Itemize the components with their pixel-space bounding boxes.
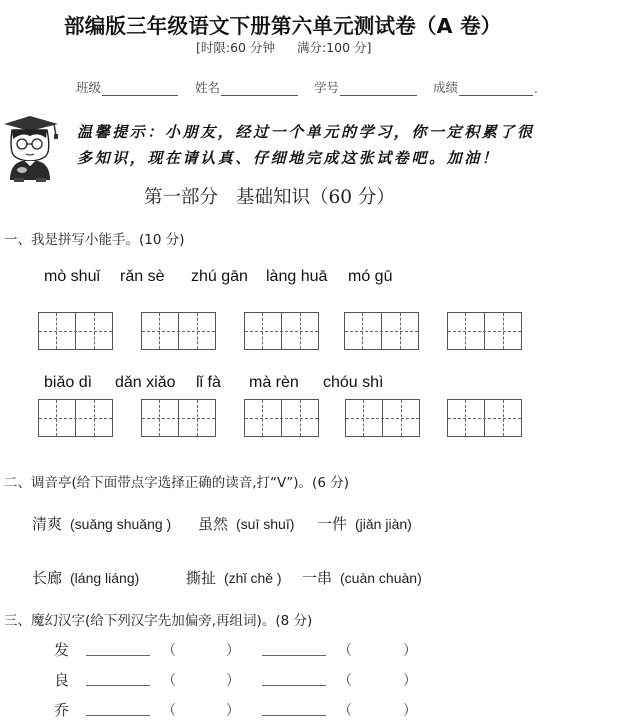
writing-grid[interactable] — [141, 399, 216, 437]
radical-blank[interactable] — [262, 685, 326, 686]
score-trailing-dot: . — [534, 82, 538, 96]
word: 一件 — [317, 515, 348, 533]
pinyin-1-4: làng huā — [266, 268, 328, 285]
full-score: 满分:100 分] — [296, 40, 372, 55]
class-input-line[interactable] — [102, 83, 178, 96]
radical-blank[interactable] — [86, 715, 150, 716]
class-field[interactable] — [76, 78, 178, 96]
word: 清爽 — [32, 515, 63, 533]
pronunciation-item[interactable] — [32, 513, 171, 534]
pinyin-2-5: chóu shì — [323, 374, 384, 391]
name-label: 姓名 — [195, 80, 221, 95]
time-limit: [时限:60 分钟 — [196, 40, 275, 55]
close-paren: ） — [403, 703, 417, 719]
score-input-line[interactable] — [459, 83, 533, 96]
radical-blank[interactable] — [86, 655, 150, 656]
tip-line-1: 温馨提示：小朋友，经过一个单元的学习，你一定积累了很 — [77, 123, 535, 141]
pronunciation-item[interactable] — [32, 567, 139, 588]
part-label: 第一部分 — [144, 187, 219, 208]
score-field[interactable] — [433, 78, 538, 96]
class-label: 班级 — [76, 80, 102, 95]
pinyin-2-1: biǎo dì — [44, 374, 93, 391]
pinyin-1-3: zhú gān — [191, 268, 248, 285]
radical-blank[interactable] — [262, 715, 326, 716]
options[interactable]: (zhǐ chě ) — [224, 570, 282, 586]
student-id-input-line[interactable] — [340, 83, 417, 96]
name-input-line[interactable] — [221, 83, 298, 96]
close-paren: ） — [403, 643, 417, 659]
graduate-mascot-icon — [0, 114, 60, 182]
pronunciation-item[interactable] — [302, 567, 422, 588]
student-id-label: 学号 — [314, 80, 340, 95]
open-paren: （ — [338, 703, 352, 719]
tip-line-2: 多知识，现在请认真、仔细地完成这张试卷吧。加油！ — [77, 149, 500, 167]
pinyin-1-1: mò shuǐ — [44, 268, 101, 285]
part-subject: 基础知识（60 分） — [236, 187, 395, 208]
writing-grid[interactable] — [244, 399, 319, 437]
open-paren: （ — [162, 673, 176, 689]
section2-heading: 二、调音亭(给下面带点字选择正确的读音,打“V”)。(6 分) — [4, 475, 349, 491]
pinyin-2-2: dǎn xiǎo — [115, 374, 176, 391]
options[interactable]: (láng liáng) — [70, 570, 140, 586]
part-title — [144, 183, 395, 209]
writing-grid[interactable] — [447, 312, 522, 350]
word: 虽然 — [198, 515, 229, 533]
radical-blank[interactable] — [262, 655, 326, 656]
pinyin-2-3: lǐ fà — [196, 374, 221, 391]
writing-grid[interactable] — [447, 399, 522, 437]
word: 长廊 — [32, 569, 63, 587]
options[interactable]: (jiǎn jiàn) — [355, 516, 412, 532]
open-paren: （ — [162, 703, 176, 719]
writing-grid[interactable] — [38, 312, 113, 350]
section3-heading: 三、魔幻汉字(给下列汉字先加偏旁,再组词)。(8 分) — [4, 613, 313, 629]
options[interactable]: (suī shuī) — [236, 516, 295, 532]
writing-grid[interactable] — [345, 399, 420, 437]
name-field[interactable] — [195, 78, 298, 96]
writing-grid[interactable] — [244, 312, 319, 350]
pronunciation-item[interactable] — [317, 513, 412, 534]
options[interactable]: (cuàn chuàn) — [340, 570, 422, 586]
open-paren: （ — [338, 643, 352, 659]
exam-title: 部编版三年级语文下册第六单元测试卷（A 卷） — [64, 14, 502, 38]
radical-blank[interactable] — [86, 685, 150, 686]
writing-grid[interactable] — [38, 399, 113, 437]
close-paren: ） — [226, 703, 240, 719]
close-paren: ） — [226, 673, 240, 689]
score-label: 成绩 — [433, 80, 459, 95]
pinyin-2-4: mà rèn — [249, 374, 299, 391]
open-paren: （ — [162, 643, 176, 659]
pronunciation-item[interactable] — [186, 567, 282, 588]
pinyin-1-2: rǎn sè — [120, 268, 165, 285]
writing-grid[interactable] — [344, 312, 419, 350]
pronunciation-item[interactable] — [198, 513, 294, 534]
close-paren: ） — [403, 673, 417, 689]
open-paren: （ — [338, 673, 352, 689]
base-char: 乔 — [54, 701, 70, 719]
pinyin-1-5: mó gū — [348, 268, 393, 285]
exam-subtitle — [196, 38, 371, 56]
word: 撕扯 — [186, 569, 217, 587]
base-char: 良 — [54, 671, 70, 689]
close-paren: ） — [226, 643, 240, 659]
base-char: 发 — [54, 641, 70, 659]
writing-grid[interactable] — [141, 312, 216, 350]
word: 一串 — [302, 569, 333, 587]
section1-heading: 一、我是拼写小能手。(10 分) — [4, 232, 185, 248]
options[interactable]: (suǎng shuǎng ) — [70, 516, 172, 532]
student-id-field[interactable] — [314, 78, 417, 96]
